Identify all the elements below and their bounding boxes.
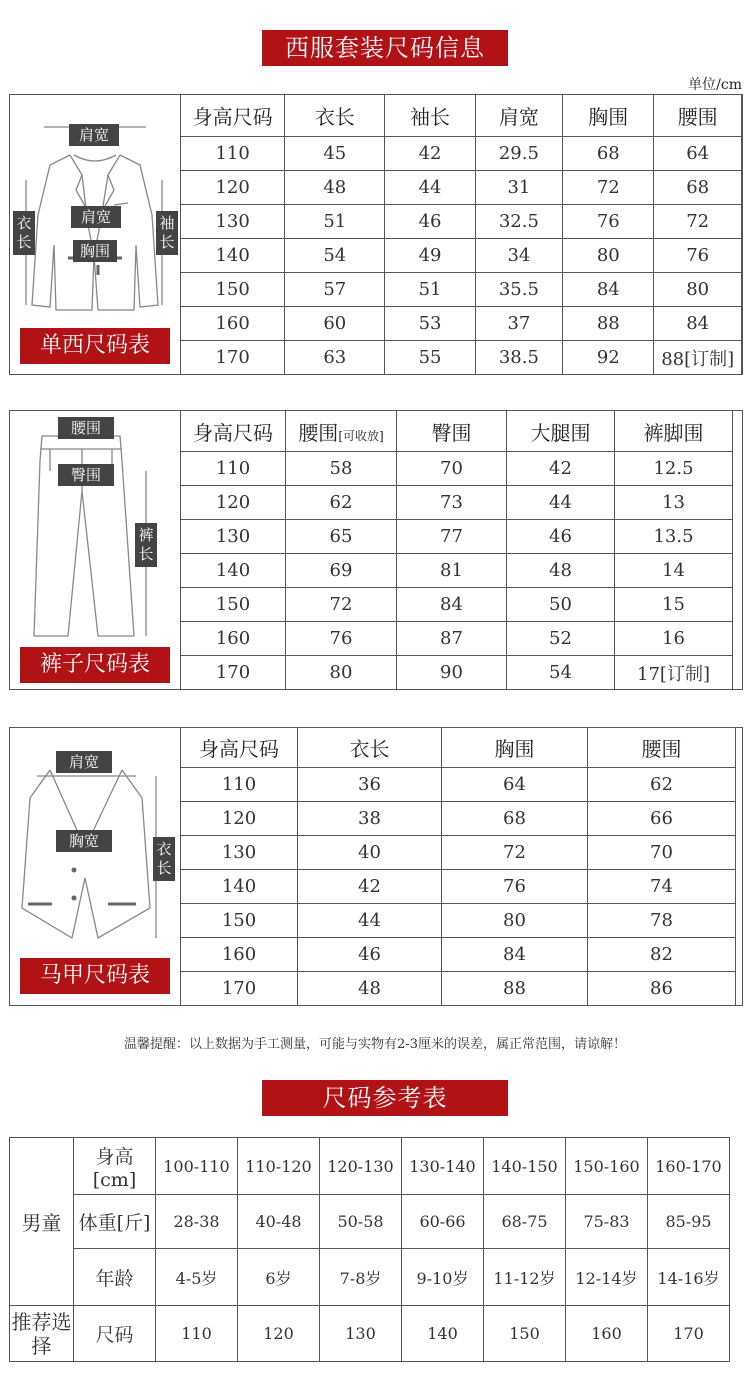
unit-label: 单位/cm xyxy=(688,77,742,93)
table-cell: 140 xyxy=(181,870,298,904)
table-cell: 42 xyxy=(385,137,475,171)
pants-size-tag: 裤子尺码表 xyxy=(20,647,170,683)
table-cell: 140 xyxy=(181,239,285,273)
table-row xyxy=(181,870,736,904)
reference-cell: 9-10岁 xyxy=(402,1249,484,1306)
table-cell: 120 xyxy=(181,802,298,836)
group-boy-cell: 男童 xyxy=(10,1138,74,1306)
jacket-header-cell: 袖长 xyxy=(385,95,475,137)
table-cell: 88[订制] xyxy=(654,341,742,375)
sleeve-length-label: 袖 长 xyxy=(156,211,178,255)
group-recommend-cell: 推荐选择 xyxy=(10,1306,74,1362)
table-cell: 76 xyxy=(442,870,588,904)
table-cell: 130 xyxy=(181,205,285,239)
table-row xyxy=(181,836,736,870)
table-cell: 64 xyxy=(654,137,742,171)
table-cell: 68 xyxy=(563,137,654,171)
table-cell: 68 xyxy=(442,802,588,836)
table-cell: 76 xyxy=(286,622,397,656)
table-cell: 54 xyxy=(285,239,385,273)
reference-cell: 110-120 xyxy=(238,1138,320,1195)
table-cell: 48 xyxy=(298,972,442,1006)
table-cell: 15 xyxy=(615,588,733,622)
pants-header-cell: 身高尺码 xyxy=(181,411,286,452)
reference-cell: 11-12岁 xyxy=(484,1249,566,1306)
pants-header-cell: 腰围[可收放] xyxy=(286,411,397,452)
table-cell: 62 xyxy=(588,768,736,802)
table-cell: 81 xyxy=(397,554,507,588)
reference-cell: 150-160 xyxy=(566,1138,648,1195)
table-cell: 38.5 xyxy=(475,341,562,375)
jacket-length-label: 衣 长 xyxy=(13,211,35,255)
table-row xyxy=(181,972,736,1006)
reference-cell: 12-14岁 xyxy=(566,1249,648,1306)
table-cell: 88 xyxy=(442,972,588,1006)
pants-length-label: 裤 长 xyxy=(135,523,157,567)
jacket-header-cell: 衣长 xyxy=(285,95,385,137)
table-cell: 130 xyxy=(181,520,286,554)
page-title: 西服套装尺码信息 xyxy=(262,30,508,66)
waist-label: 腰围 xyxy=(58,417,114,439)
reference-cell: 160 xyxy=(566,1306,648,1362)
table-cell: 150 xyxy=(181,588,286,622)
table-cell: 84 xyxy=(563,273,654,307)
table-cell: 60 xyxy=(285,307,385,341)
reference-cell: 130-140 xyxy=(402,1138,484,1195)
jacket-header-cell: 肩宽 xyxy=(475,95,562,137)
table-cell: 150 xyxy=(181,904,298,938)
table-cell: 31 xyxy=(475,171,562,205)
table-row xyxy=(181,554,733,588)
table-cell: 64 xyxy=(442,768,588,802)
table-cell: 17[订制] xyxy=(615,656,733,690)
table-cell: 80 xyxy=(563,239,654,273)
table-cell: 36 xyxy=(298,768,442,802)
table-cell: 76 xyxy=(654,239,742,273)
table-cell: 160 xyxy=(181,938,298,972)
table-cell: 72 xyxy=(442,836,588,870)
jacket-header-cell: 胸围 xyxy=(563,95,654,137)
table-cell: 48 xyxy=(507,554,615,588)
vest-length-label: 衣 长 xyxy=(153,837,175,881)
table-row xyxy=(181,239,742,273)
measurement-note: 温馨提醒：以上数据为手工测量，可能与实物有2-3厘米的误差，属正常范围，请谅解！ xyxy=(124,1037,626,1052)
table-cell: 51 xyxy=(285,205,385,239)
table-cell: 170 xyxy=(181,341,285,375)
table-cell: 46 xyxy=(507,520,615,554)
jacket-size-tag: 单西尺码表 xyxy=(20,328,170,364)
table-cell: 84 xyxy=(397,588,507,622)
reference-row-label: 年龄 xyxy=(74,1249,156,1306)
reference-row-label: 身高[cm] xyxy=(74,1138,156,1195)
adjustable-note: [可收放] xyxy=(338,428,384,443)
table-cell: 110 xyxy=(181,768,298,802)
table-cell: 62 xyxy=(286,486,397,520)
pants-size-table xyxy=(180,410,733,690)
table-cell: 44 xyxy=(385,171,475,205)
table-cell: 42 xyxy=(507,452,615,486)
reference-cell: 68-75 xyxy=(484,1195,566,1249)
table-cell: 34 xyxy=(475,239,562,273)
table-cell: 74 xyxy=(588,870,736,904)
table-row xyxy=(181,938,736,972)
table-cell: 78 xyxy=(588,904,736,938)
table-cell: 44 xyxy=(298,904,442,938)
pants-header-cell: 裤脚围 xyxy=(615,411,733,452)
table-cell: 35.5 xyxy=(475,273,562,307)
jacket-header-cell: 身高尺码 xyxy=(181,95,285,137)
vest-size-table xyxy=(180,727,736,1006)
table-cell: 70 xyxy=(397,452,507,486)
table-cell: 29.5 xyxy=(475,137,562,171)
table-cell: 110 xyxy=(181,452,286,486)
table-cell: 51 xyxy=(385,273,475,307)
table-row xyxy=(181,768,736,802)
vest-header-cell: 腰围 xyxy=(588,728,736,768)
vest-illustration xyxy=(10,728,180,1005)
reference-title: 尺码参考表 xyxy=(262,1080,508,1116)
table-cell: 130 xyxy=(181,836,298,870)
vest-shoulder-label: 肩宽 xyxy=(56,751,112,773)
table-cell: 45 xyxy=(285,137,385,171)
table-row xyxy=(181,171,742,205)
table-cell: 84 xyxy=(442,938,588,972)
table-cell: 69 xyxy=(286,554,397,588)
table-cell: 72 xyxy=(563,171,654,205)
table-cell: 90 xyxy=(397,656,507,690)
table-cell: 49 xyxy=(385,239,475,273)
table-cell: 86 xyxy=(588,972,736,1006)
table-row xyxy=(181,520,733,554)
jacket-header-cell: 腰围 xyxy=(654,95,742,137)
jacket-size-panel xyxy=(9,94,743,375)
table-cell: 53 xyxy=(385,307,475,341)
reference-cell: 160-170 xyxy=(648,1138,730,1195)
table-row xyxy=(181,904,736,938)
shoulder-width-inner-label: 肩宽 xyxy=(71,206,121,228)
reference-cell: 50-58 xyxy=(320,1195,402,1249)
vest-header-cell: 衣长 xyxy=(298,728,442,768)
pants-header-cell: 大腿围 xyxy=(507,411,615,452)
reference-cell: 110 xyxy=(156,1306,238,1362)
table-cell: 57 xyxy=(285,273,385,307)
table-row xyxy=(181,486,733,520)
table-cell: 170 xyxy=(181,972,298,1006)
table-cell: 72 xyxy=(286,588,397,622)
reference-cell: 120 xyxy=(238,1306,320,1362)
vest-chest-label: 胸宽 xyxy=(56,830,112,852)
table-cell: 38 xyxy=(298,802,442,836)
table-row xyxy=(181,656,733,690)
table-cell: 54 xyxy=(507,656,615,690)
table-cell: 58 xyxy=(286,452,397,486)
table-row xyxy=(181,452,733,486)
table-cell: 14 xyxy=(615,554,733,588)
reference-cell: 100-110 xyxy=(156,1138,238,1195)
table-row xyxy=(181,273,742,307)
pants-header-cell: 臀围 xyxy=(397,411,507,452)
jacket-size-table xyxy=(180,94,742,375)
table-cell: 46 xyxy=(385,205,475,239)
jacket-header-row xyxy=(181,95,742,137)
jacket-illustration xyxy=(10,95,180,374)
reference-row-label: 尺码 xyxy=(74,1306,156,1362)
reference-row xyxy=(10,1249,730,1306)
reference-cell: 60-66 xyxy=(402,1195,484,1249)
pants-size-panel xyxy=(9,410,743,690)
table-cell: 40 xyxy=(298,836,442,870)
table-cell: 37 xyxy=(475,307,562,341)
table-cell: 120 xyxy=(181,486,286,520)
table-cell: 88 xyxy=(563,307,654,341)
vest-header-row xyxy=(181,728,736,768)
table-cell: 140 xyxy=(181,554,286,588)
table-cell: 80 xyxy=(442,904,588,938)
chest-label: 胸围 xyxy=(73,240,117,262)
table-cell: 84 xyxy=(654,307,742,341)
table-row xyxy=(181,205,742,239)
table-cell: 44 xyxy=(507,486,615,520)
hip-label: 臀围 xyxy=(58,464,114,486)
table-cell: 82 xyxy=(588,938,736,972)
shoulder-width-label: 肩宽 xyxy=(69,124,119,146)
reference-row xyxy=(10,1306,730,1362)
table-row xyxy=(181,622,733,656)
reference-cell: 140-150 xyxy=(484,1138,566,1195)
table-cell: 13.5 xyxy=(615,520,733,554)
table-cell: 55 xyxy=(385,341,475,375)
table-cell: 92 xyxy=(563,341,654,375)
table-cell: 16 xyxy=(615,622,733,656)
reference-cell: 120-130 xyxy=(320,1138,402,1195)
table-cell: 32.5 xyxy=(475,205,562,239)
reference-cell: 14-16岁 xyxy=(648,1249,730,1306)
reference-cell: 140 xyxy=(402,1306,484,1362)
pants-illustration xyxy=(10,411,180,689)
table-cell: 52 xyxy=(507,622,615,656)
table-cell: 46 xyxy=(298,938,442,972)
table-cell: 80 xyxy=(286,656,397,690)
table-cell: 77 xyxy=(397,520,507,554)
table-cell: 48 xyxy=(285,171,385,205)
table-cell: 170 xyxy=(181,656,286,690)
table-cell: 13 xyxy=(615,486,733,520)
table-row xyxy=(181,307,742,341)
table-cell: 72 xyxy=(654,205,742,239)
table-cell: 160 xyxy=(181,622,286,656)
table-row xyxy=(181,802,736,836)
table-cell: 150 xyxy=(181,273,285,307)
vest-header-cell: 胸围 xyxy=(442,728,588,768)
reference-cell: 7-8岁 xyxy=(320,1249,402,1306)
table-cell: 87 xyxy=(397,622,507,656)
table-row xyxy=(181,588,733,622)
reference-cell: 130 xyxy=(320,1306,402,1362)
table-cell: 80 xyxy=(654,273,742,307)
table-row xyxy=(181,341,742,375)
table-cell: 50 xyxy=(507,588,615,622)
reference-row xyxy=(10,1195,730,1249)
table-cell: 160 xyxy=(181,307,285,341)
table-cell: 120 xyxy=(181,171,285,205)
table-cell: 68 xyxy=(654,171,742,205)
table-cell: 66 xyxy=(588,802,736,836)
reference-table xyxy=(9,1137,730,1362)
table-cell: 73 xyxy=(397,486,507,520)
reference-cell: 75-83 xyxy=(566,1195,648,1249)
vest-size-tag: 马甲尺码表 xyxy=(20,958,170,994)
reference-row-label: 体重[斤] xyxy=(74,1195,156,1249)
pants-header-row xyxy=(181,411,733,452)
reference-row xyxy=(10,1138,730,1195)
reference-cell: 170 xyxy=(648,1306,730,1362)
table-cell: 76 xyxy=(563,205,654,239)
table-row xyxy=(181,137,742,171)
reference-cell: 6岁 xyxy=(238,1249,320,1306)
table-cell: 12.5 xyxy=(615,452,733,486)
reference-cell: 28-38 xyxy=(156,1195,238,1249)
table-cell: 70 xyxy=(588,836,736,870)
reference-cell: 85-95 xyxy=(648,1195,730,1249)
vest-size-panel xyxy=(9,727,743,1006)
vest-header-cell: 身高尺码 xyxy=(181,728,298,768)
table-cell: 110 xyxy=(181,137,285,171)
table-cell: 65 xyxy=(286,520,397,554)
reference-cell: 4-5岁 xyxy=(156,1249,238,1306)
table-cell: 42 xyxy=(298,870,442,904)
table-cell: 63 xyxy=(285,341,385,375)
reference-cell: 40-48 xyxy=(238,1195,320,1249)
reference-cell: 150 xyxy=(484,1306,566,1362)
